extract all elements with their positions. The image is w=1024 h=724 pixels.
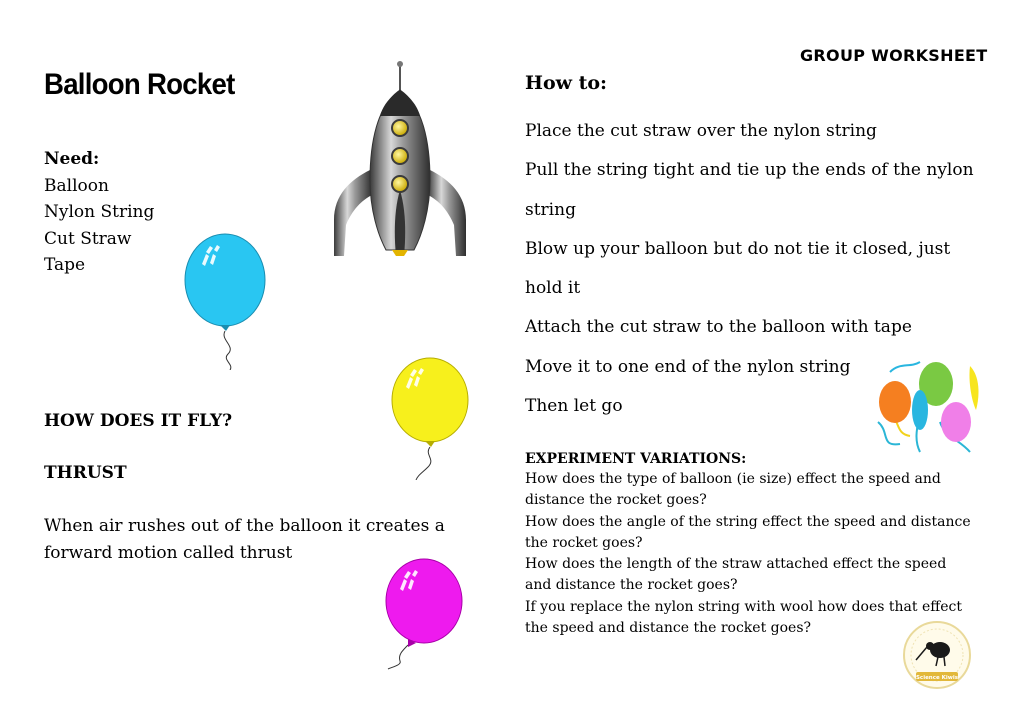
howto-step: Move it to one end of the nylon string [525,356,851,377]
balloon-icon [180,230,270,370]
variation-item: If you replace the nylon string with wool how does that effect the speed and distance the rocket goes? [525,598,962,637]
howto-step: Attach the cut straw to the balloon with tape [525,317,912,338]
balloon-icon [388,355,473,480]
variation-item: How does the length of the straw attached effect the speed and distance the rocket goes? [525,556,947,594]
page-title: Balloon Rocket [44,68,235,101]
materials-heading: Need: [44,149,100,169]
materials-list [44,146,154,279]
balloon-cluster-icon [870,352,990,457]
variations-heading: EXPERIMENT VARIATIONS: [525,451,747,467]
material-item: Tape [44,255,86,275]
howto-step: Then let go [525,396,623,417]
balloon-icon [378,555,468,670]
material-item: Balloon [44,175,109,196]
worksheet-tag: GROUP WORKSHEET [800,46,988,65]
howto-step: Blow up your balloon but do not tie it closed, just hold it [525,238,951,299]
material-item: Nylon String [44,202,155,222]
variations-list [525,469,975,639]
variation-item: How does the angle of the string effect the speed and distance the rocket goes? [525,513,971,551]
science-explanation: When air rushes out of the balloon it creates a forward motion called thrust [44,516,445,563]
science-question: HOW DOES IT FLY? [44,411,233,431]
kiwi-logo-icon [902,620,972,690]
howto-step: Place the cut straw over the nylon string [525,121,877,141]
material-item: Cut Straw [44,228,132,249]
science-concept: THRUST [44,463,127,483]
howto-heading: How to: [525,72,608,94]
logo-text: Science Kiwis [915,675,959,681]
howto-step: Pull the string tight and tie up the ends of the nylon string [525,160,974,220]
variation-item: How does the type of balloon (ie size) effect the speed and distance the rocket goes? [525,471,941,509]
rocket-icon [330,60,470,260]
